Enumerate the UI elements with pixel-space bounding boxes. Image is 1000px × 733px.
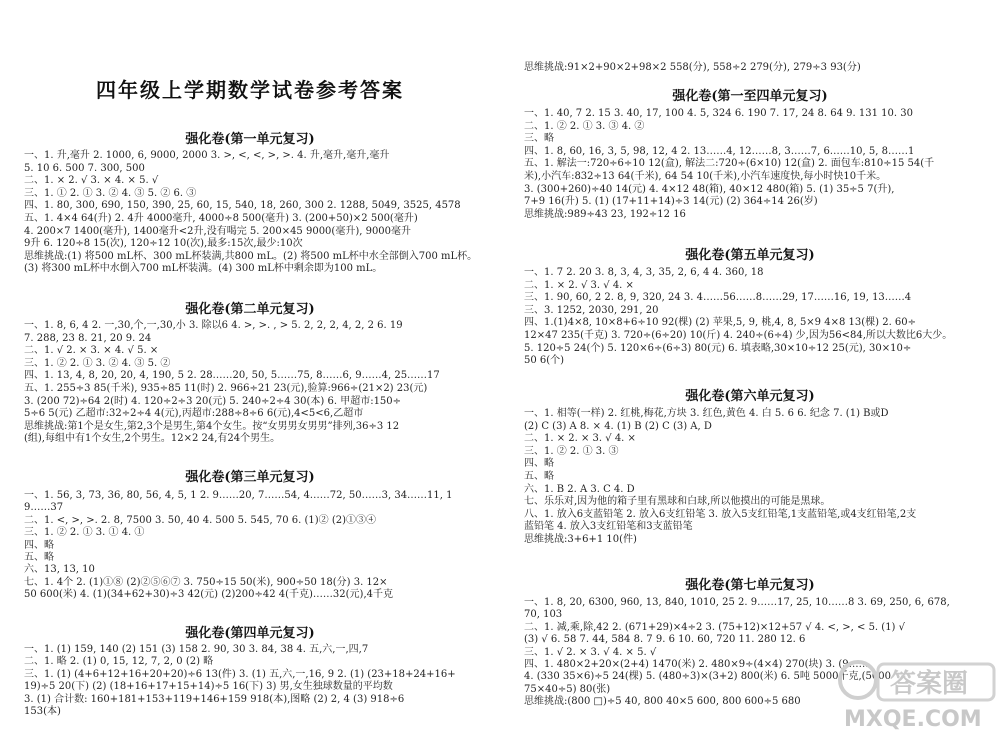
section-heading: 强化卷(第四单元复习) — [185, 626, 315, 641]
answer-line: 五、1. 4×4 64(升) 2. 4升 4000毫升, 4000÷8 500(毫升) 3. (200+50)×2 500(毫升) — [24, 213, 418, 224]
answer-line: 米),小汽车:832÷13 64(千米), 64 54 10(千米),小汽车速度快,每小时快10千米。 — [524, 171, 887, 182]
answer-line: 思维挑战:第1个是女生,第2,3个是男生,第4个女生。按“女男男女男男”排列,36÷3 12 — [24, 420, 400, 432]
answer-line: 三、1. (1) (4+6+12+16+20+20)÷6 13(件) 3. (1) 五,六,一,16, 9 2. (1) (23+18+24+16+ — [24, 668, 456, 680]
answer-line: 七、1. 4个 2. (1)①⑧ (2)②⑤⑥⑦ 3. 750÷15 50(米), 900÷50 18(分) 3. 12× — [24, 576, 388, 588]
answer-line: 六、13, 13, 10 — [24, 564, 95, 576]
answer-line: 蓝铅笔 4. 放入3支红铅笔和3支蓝铅笔 — [524, 521, 693, 533]
answer-line: 思维挑战:(800 □)÷5 40, 800 40×5 600, 800 600÷5 680 — [524, 696, 801, 708]
answer-line: 一、1. 相等(一样) 2. 红桃,梅花,方块 3. 红色,黄色 4. 白 5. 6 6. 纪念 7. (1) B或D — [524, 408, 889, 419]
answer-line: 八、1. 放入6支蓝铅笔 2. 放入6支红铅笔 3. 放入5支红铅笔,1支蓝铅笔,或4支红铅笔,2支 — [524, 508, 917, 520]
answer-line: 四、略 — [524, 458, 554, 470]
section-heading: 强化卷(第五单元复习) — [685, 248, 815, 263]
answer-line: 50 600(米) 4. (1)(34+62+30)÷3 42(元) (2)200÷42 4(千克)……32(元),4千克 — [24, 589, 393, 601]
answer-line: 四、1. 480×2+20×(2+4) 1470(米) 2. 480×9÷(4×4) 270(块) 3. (9…… — [524, 659, 869, 670]
answer-line: 二、1. 减,乘,除,42 2. (671+29)×4÷2 3. (75+12)×12+57 √ 4. <, >, < 5. (1) √ — [524, 621, 906, 633]
section-heading: 强化卷(第三单元复习) — [185, 470, 315, 485]
answer-line: 三、1. ② 2. ① 3. ① 4. ① — [24, 527, 145, 539]
answer-line: 5. 10 6. 500 7. 300, 500 — [24, 162, 145, 174]
answer-line: 五、1. 255÷3 85(千米), 935÷85 11(时) 2. 966÷21 23(元),验算:966÷(21×2) 23(元) — [24, 383, 428, 394]
answer-line: 三、略 — [524, 133, 554, 145]
answer-line: (2) C (3) A 8. × 4. (1) B (2) C (3) A, D — [524, 420, 712, 432]
answer-line: 四、1. 13, 4, 8, 20, 20, 4, 190, 5 2. 28……20, 50, 5……75, 8……6, 9……4, 25……17 — [24, 370, 440, 382]
answer-line: 70, 103 — [524, 609, 563, 621]
answer-line: 7. 288, 23 8. 21, 20 9. 24 — [24, 332, 152, 344]
answer-line: 一、1. 40, 7 2. 15 3. 40, 17, 100 4. 5, 324 6. 190 7. 17, 24 8. 64 9. 131 10. 30 — [524, 108, 913, 119]
answer-line: 五、1. 解法一:720÷6÷10 12(盒), 解法二:720÷(6×10) 12(盒) 2. 面包车:810÷15 54(千 — [524, 158, 935, 170]
watermark-cn: 答案圈 — [890, 669, 969, 699]
answer-line: 思维挑战:989÷43 23, 192÷12 16 — [524, 208, 686, 220]
answer-line: 三、3. 1252, 2030, 291, 20 — [524, 304, 659, 316]
answer-line: 75×40÷5) 80(张) — [524, 683, 611, 695]
answer-line: (3) √ 6. 58 7. 44, 584 8. 7 9. 6 10. 60, 720 11. 280 12. 6 — [524, 634, 806, 646]
answer-line: 七、乐乐对,因为他的箱子里有黑球和白球,所以他摸出的可能是黑球。 — [524, 496, 831, 508]
answer-line: 7+9 16(升) 5. (1) (17+11+14)÷3 14(元) (2) 364÷14 26(岁) — [524, 196, 818, 208]
section-heading: 强化卷(第一单元复习) — [185, 132, 315, 147]
answer-line: 5÷6 5(元) 乙超市:32÷2÷4 4(元),丙超市:288÷8÷6 6(元),4<5<6,乙超市 — [24, 408, 364, 420]
answer-line: 19)÷5 20(下) (2) (18+16+17+15+14)÷5 16(下) 3) 男,女生独球数量的平均数 — [24, 681, 393, 693]
answer-line: 4. (330 35×6)÷5 24(棵) 5. (480÷3)×(3+2) 800(米) 6. 5吨 5000千克,(5000 — [524, 671, 892, 683]
answer-line: 50 6(个) — [524, 355, 565, 367]
answer-line: 一、1. (1) 159, 140 (2) 151 (3) 158 2. 90, 30 3. 84, 38 4. 五,六,一,四,7 — [24, 644, 369, 655]
answer-line: 3. (1) 合计数: 160+181+153+119+146+159 918(本),图略 (2) 2, 4 (3) 918÷6 — [24, 693, 405, 705]
answer-line: 思维挑战:(1) 将500 mL杯、300 mL杯装满,共800 mL。(2) 将500 mL杯中水全部倒入700 mL杯。 — [24, 250, 478, 262]
answer-line: 一、1. 7 2. 20 3. 8, 3, 4, 3, 35, 2, 6, 4 4. 360, 18 — [524, 267, 764, 278]
right-column — [500, 0, 1000, 733]
answer-line: 二、1. × 2. √ 3. √ 4. × — [524, 279, 634, 291]
answer-line: 三、1. ② 2. ① 3. ③ — [524, 445, 619, 457]
answer-line: 四、略 — [24, 539, 54, 551]
answer-line: 三、1. √ 2. × 3. √ 4. × 5. √ — [524, 646, 657, 658]
answer-line: 四、1. 80, 300, 690, 150, 390, 25, 60, 15, 540, 18, 260, 300 2. 1288, 5049, 3525, 4578 — [24, 200, 461, 212]
answer-line: 思维挑战:3+6+1 10(件) — [524, 534, 637, 545]
section-heading: 强化卷(第一至四单元复习) — [672, 89, 828, 104]
watermark-en: MXQE.COM — [844, 707, 982, 732]
answer-line: 四、1.(1)4×8, 10×8+6÷10 92(棵) (2) 苹果,5, 9, 桃,4, 8, 5×9 4×8 13(棵) 2. 60÷ — [524, 317, 917, 329]
answer-line: 五、略 — [524, 471, 554, 482]
answer-line: 一、1. 8, 20, 6300, 960, 13, 840, 1010, 25 2. 9……17, 25, 10……8 3. 69, 250, 6, 678, — [524, 597, 950, 608]
answer-line: 一、1. 升,毫升 2. 1000, 6, 9000, 2000 3. >, <, <, >, >. 4. 升,毫升,毫升,毫升 — [24, 150, 390, 161]
answer-line: 3. (300+260)÷40 14(元) 4. 4×12 48(箱), 40×12 480(箱) 5. (1) 35÷5 7(升), — [524, 183, 895, 195]
answer-line: 二、1. 略 2. (1) 0, 15, 12, 7, 2, 0 (2) 略 — [24, 656, 214, 668]
answer-line: 三、1. ① 2. ① 3. ② 4. ③ 5. ② 6. ③ — [24, 187, 197, 199]
answer-line: 一、1. 8, 6, 4 2. 一,30,个,一,30,小 3. 除以6 4. >, >. , > 5. 2, 2, 2, 4, 2, 2 6. 19 — [24, 320, 403, 331]
answer-line: 四、1. 8, 60, 16, 3, 5, 98, 12, 4 2. 13……4, 12……8, 3……7, 6……10, 5, 8……1 — [524, 145, 915, 157]
answer-line: 二、1. √ 2. × 3. × 4. √ 5. × — [24, 345, 159, 357]
answer-line: 3. (200 72)÷64 2(时) 4. 120÷2÷3 20(元) 5. 240÷2÷4 30(本) 6. 甲超市:150÷ — [24, 395, 402, 407]
answer-line: 5. 120÷5 24(个) 5. 120×6÷(6÷3) 80(元) 6. 填表略,30×10÷12 25(元), 30×10÷ — [524, 342, 912, 354]
answer-line: 9……37 — [24, 502, 64, 514]
answer-line: 12×47 235(千克) 3. 720÷(6÷20) 10(斤) 4. 240÷(6÷4) 少,因为56<84,所以大数比6大少。 — [524, 330, 953, 341]
answer-line: 三、1. ② 2. ① 3. ② 4. ③ 5. ② — [24, 357, 171, 369]
section-heading: 强化卷(第二单元复习) — [185, 302, 315, 317]
answer-line: (组),每组中有1个女生,2个男生。12×2 24,有24个男生。 — [24, 433, 281, 445]
answer-line: 五、略 — [24, 552, 54, 563]
answer-line: 一、1. 56, 3, 73, 36, 80, 56, 4, 5, 1 2. 9……20, 7……54, 4……72, 50……3, 34……11, 1 — [24, 490, 453, 501]
section-heading: 强化卷(第六单元复习) — [685, 389, 815, 404]
answer-line: 153(本) — [24, 706, 61, 717]
answer-line: 二、1. × 2. × 3. √ 4. × — [524, 433, 636, 445]
watermark-logo — [830, 652, 1000, 733]
answer-line: (3) 将300 mL杯中水倒入700 mL杯装满。(4) 300 mL杯中剩余即为100 mL。 — [24, 263, 383, 275]
answer-line: 9升 6. 120÷8 15(次), 120÷12 10(次),最多:15次,最少:10次 — [24, 238, 303, 250]
answer-line: 二、1. <, >, >. 2. 8, 7500 3. 50, 40 4. 500 5. 545, 70 6. (1)② (2)①③④ — [24, 514, 376, 526]
answer-line: 三、1. 90, 60, 2 2. 8, 9, 320, 24 3. 4……56……8……29, 17……16, 19, 13……4 — [524, 292, 912, 304]
top-thinking-challenge: 思维挑战:91×2+90×2+98×2 558(分), 558÷2 279(分), 279÷3 93(分) — [524, 62, 861, 73]
section-heading: 强化卷(第七单元复习) — [685, 578, 815, 593]
answer-line: 六、1. B 2. A 3. C 4. D — [524, 483, 635, 495]
page-title: 四年级上学期数学试卷参考答案 — [96, 78, 404, 102]
answer-line: 二、1. ② 2. ① 3. ③ 4. ② — [524, 120, 645, 132]
answer-line: 二、1. × 2. √ 3. × 4. × 5. √ — [24, 175, 159, 187]
answer-line: 4. 200×7 1400(毫升), 1400毫升<2升,没有喝完 5. 200×45 9000(毫升), 9000毫升 — [24, 225, 412, 237]
